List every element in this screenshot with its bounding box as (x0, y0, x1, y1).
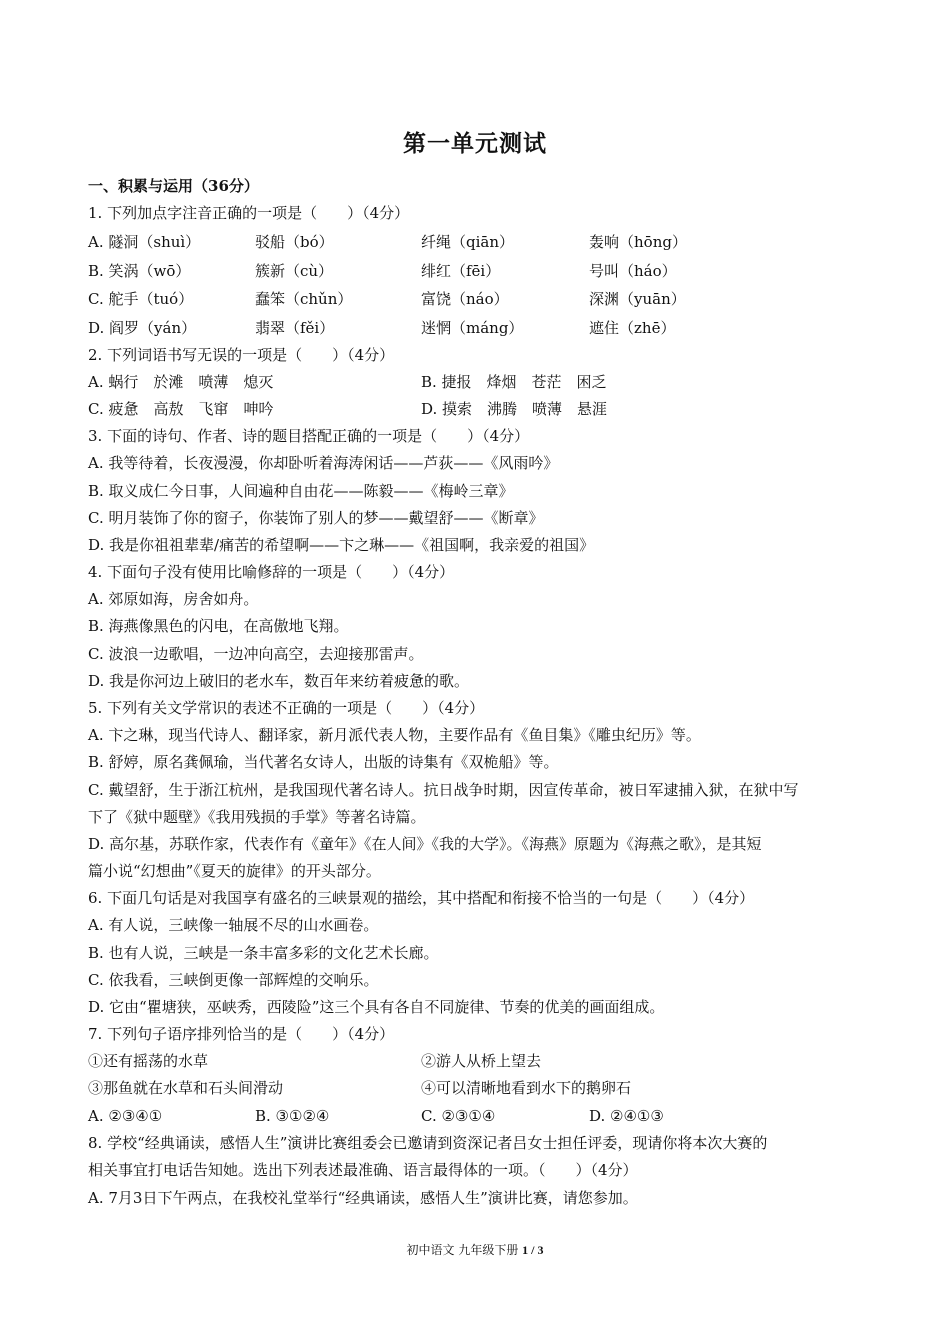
q7-answer-d: D. ②④①③ (589, 1107, 664, 1125)
q7-sentence-3: ③那鱼就在水草和石头间滑动 (88, 1079, 284, 1097)
q1-option-d-4: 遮住（zhē） (589, 319, 676, 337)
q5-option-c-cont: 下了《狱中题壁》《我用残损的手掌》等著名诗篇。 (88, 808, 426, 826)
q5-option-a: A. 卞之琳，现当代诗人、翻译家，新月派代表人物，主要作品有《鱼目集》《雕虫纪历》等。 (88, 726, 701, 744)
q4-stem: 4. 下面句子没有使用比喻修辞的一项是（ ）（4分） (88, 563, 455, 581)
q6-option-c: C. 依我看，三峡倒更像一部辉煌的交响乐。 (88, 971, 379, 989)
q3-stem: 3. 下面的诗句、作者、诗的题目搭配正确的一项是（ ）（4分） (88, 427, 530, 445)
q7-answer-a: A. ②③④① (88, 1107, 163, 1125)
section-heading: 一、积累与运用（36分） (88, 177, 259, 195)
q7-answer-b: B. ③①②④ (255, 1107, 330, 1125)
q8-option-a: A. 7月3日下午两点，在我校礼堂举行“经典诵读，感悟人生”演讲比赛，请您参加。 (88, 1189, 638, 1207)
q4-option-a: A. 郊原如海，房舍如舟。 (88, 590, 259, 608)
q1-option-c-3: 富饶（náo） (421, 290, 509, 308)
q5-option-c: C. 戴望舒，生于浙江杭州，是我国现代著名诗人。抗日战争时期，因宣传革命，被日军逮捕入狱，在狱中写 (88, 781, 799, 799)
footer-text: 初中语文 九年级下册 (406, 1243, 519, 1257)
q1-option-d-2: 翡翠（fěi） (255, 319, 335, 337)
q1-option-b-1: B. 笑涡（wō） (88, 262, 191, 280)
q6-option-b: B. 也有人说，三峡是一条丰富多彩的文化艺术长廊。 (88, 944, 439, 962)
q4-option-d: D. 我是你河边上破旧的老水车，数百年来纺着疲惫的歌。 (88, 672, 470, 690)
q7-answer-c: C. ②③①④ (421, 1107, 496, 1125)
q2-stem: 2. 下列词语书写无误的一项是（ ）（4分） (88, 346, 395, 364)
q3-option-c: C. 明月装饰了你的窗子，你装饰了别人的梦——戴望舒——《断章》 (88, 509, 544, 527)
q5-option-d-cont: 篇小说“幻想曲”《夏天的旋律》的开头部分。 (88, 862, 381, 880)
q7-sentence-4: ④可以清晰地看到水下的鹅卵石 (421, 1079, 632, 1097)
q1-option-a-3: 纤绳（qiān） (421, 233, 515, 251)
q1-option-a-2: 驳船（bó） (255, 233, 334, 251)
q5-option-b: B. 舒婷，原名龚佩瑜，当代著名女诗人，出版的诗集有《双桅船》等。 (88, 753, 559, 771)
q3-option-b: B. 取义成仁今日事，人间遍种自由花——陈毅——《梅岭三章》 (88, 482, 514, 500)
q6-option-a: A. 有人说，三峡像一轴展不尽的山水画卷。 (88, 916, 379, 934)
q7-stem: 7. 下列句子语序排列恰当的是（ ）（4分） (88, 1025, 395, 1043)
q8-stem-cont: 相关事宜打电话告知她。选出下列表述最准确、语言最得体的一项。（ ）（4分） (88, 1161, 638, 1179)
q3-option-a: A. 我等待着，长夜漫漫，你却卧听着海涛闲话——芦荻——《风雨吟》 (88, 454, 559, 472)
q1-option-c-1: C. 舵手（tuó） (88, 290, 194, 308)
q4-option-c: C. 波浪一边歌唱，一边冲向高空，去迎接那雷声。 (88, 645, 424, 663)
q2-option-b: B. 捷报 烽烟 苍茫 困乏 (421, 373, 607, 391)
q1-option-c-2: 蠢笨（chǔn） (255, 290, 353, 308)
q1-option-c-4: 深渊（yuān） (589, 290, 686, 308)
q1-option-a-4: 轰响（hōng） (589, 233, 687, 251)
q1-stem: 1. 下列加点字注音正确的一项是（ ）（4分） (88, 204, 410, 222)
q1-option-b-3: 绯红（fēi） (421, 262, 501, 280)
q7-sentence-1: ①还有摇荡的水草 (88, 1052, 209, 1070)
page-number: 1 / 3 (522, 1243, 544, 1257)
q3-option-d: D. 我是你祖祖辈辈/痛苦的希望啊——卞之琳——《祖国啊，我亲爱的祖国》 (88, 536, 595, 554)
q6-stem: 6. 下面几句话是对我国享有盛名的三峡景观的描绘，其中搭配和衔接不恰当的一句是（ ）（4分） (88, 889, 755, 907)
page-title: 第一单元测试 (403, 130, 547, 157)
q2-option-c: C. 疲惫 高敖 飞窜 呻吟 (88, 400, 274, 418)
q7-sentence-2: ②游人从桥上望去 (421, 1052, 542, 1070)
q5-option-d: D. 高尔基，苏联作家，代表作有《童年》《在人间》《我的大学》。《海燕》原题为《海燕之歌》，是其短 (88, 835, 762, 853)
q6-option-d: D. 它由“瞿塘狭，巫峡秀，西陵险”这三个具有各自不同旋律、节奏的优美的画面组成。 (88, 998, 665, 1016)
q1-option-b-2: 簇新（cù） (255, 262, 334, 280)
q1-option-d-1: D. 阎罗（yán） (88, 319, 197, 337)
q8-stem: 8. 学校“经典诵读，感悟人生”演讲比赛组委会已邀请到资深记者吕女士担任评委，现请你将本次大赛的 (88, 1134, 768, 1152)
q5-stem: 5. 下列有关文学常识的表述不正确的一项是（ ）（4分） (88, 699, 485, 717)
q2-option-d: D. 摸索 沸腾 喷薄 悬涯 (421, 400, 608, 418)
q1-option-a-1: A. 隧洞（shuì） (88, 233, 201, 251)
q2-option-a: A. 蜗行 於滩 喷薄 熄灭 (88, 373, 274, 391)
q1-option-d-3: 迷惘（máng） (421, 319, 524, 337)
page-footer (0, 1241, 950, 1258)
q4-option-b: B. 海燕像黑色的闪电，在高傲地飞翔。 (88, 617, 349, 635)
q1-option-b-4: 号叫（háo） (589, 262, 677, 280)
